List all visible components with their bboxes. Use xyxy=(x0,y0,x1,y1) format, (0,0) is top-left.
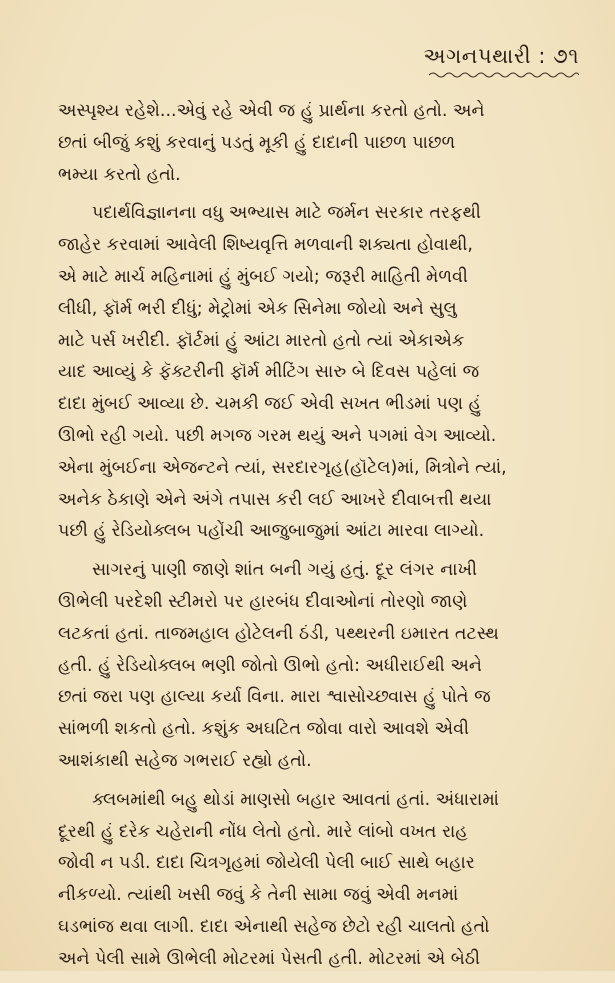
text-line: લીધી, ફૉર્મ ભરી દીધું; મેટ્રોમાં એક સિનેમા જોયો અને સુલુ xyxy=(58,298,457,319)
text-line: છતાં જરા પણ હાલ્યા કર્યા વિના. મારા શ્વાસોચ્છ્વાસ હું પોતે જ xyxy=(58,687,491,708)
text-line: દાદા મુંબઈ આવ્યા છે. ચમકી જઈ એવી સખત ભીડમાં પણ હું xyxy=(58,394,482,415)
text-line: ઊભો રહી ગયો. પછી મગજ ગરમ થયું અને પગમાં વેગ આવ્યો. xyxy=(58,425,497,446)
text-line: ઘડભાંજ થવા લાગી. દાદા એનાથી સહેજ છેટો રહી ચાલતો હતો xyxy=(58,916,490,937)
text-line: સાગરનું પાણી જાણે શાંત બની ગયું હતું. દૂર લંગર નાખી xyxy=(92,560,477,581)
text-line: એ માટે માર્ચ મહિનામાં હું મુંબઈ ગયો; જરૂરી માહિતી મેળવી xyxy=(58,266,468,287)
text-line: સાંભળી શકતો હતો. કશુંક અઘટિત જોવા વારો આવશે એવી xyxy=(58,719,470,740)
running-head: અગનપથારી : ૭૧ xyxy=(423,44,579,68)
text-line: જાહેર કરવામાં આવેલી શિષ્યવૃત્તિ મળવાની શક્યતા હોવાથી, xyxy=(58,235,473,256)
text-line: પદાર્થવિજ્ઞાનના વધુ અભ્યાસ માટે જર્મન સરકાર તરફથી xyxy=(92,203,481,224)
text-line: લટકતાં હતાં. તાજમહાલ હોટેલની ઠંડી, પથ્થરની ઇમારત તટસ્થ xyxy=(58,623,499,644)
text-line: ઊભેલી પરદેશી સ્ટીમરો પર હારબંધ દીવાઓનાં તોરણો જાણે xyxy=(58,591,468,612)
paragraph-2 xyxy=(58,198,578,548)
body-text xyxy=(58,96,578,983)
page-header xyxy=(319,44,579,79)
text-line: દૂરથી હું દરેક ચહેરાની નોંધ લેતો હતો. મારે લાંબો વખત રાહ xyxy=(58,821,468,842)
text-line: છતાં બીજું કશું કરવાનું પડતું મૂકી હું દાદાની પાછળ પાછળ xyxy=(58,132,456,153)
text-line: અસ્પૃશ્ય રહેશે...એવું રહે એવી જ હું પ્રાર્થના કરતો હતો. અને xyxy=(58,101,485,121)
text-line: આશંકાથી સહેજ ગભરાઈ રહ્યો હતો. xyxy=(58,750,312,771)
paragraph-3 xyxy=(58,555,578,778)
text-line: પછી હું રેડિયોક્લબ પહોંચી આજુબાજુમાં આંટા મારવા લાગ્યો. xyxy=(58,521,485,542)
text-line: ક્લબમાંથી બહુ થોડાં માણસો બહાર આવતાં હતાં. અંધારામાં xyxy=(92,789,499,810)
text-line: જોવી ન પડી. દાદા ચિત્રગૃહમાં જોયેલી પેલી બાઈ સાથે બહાર xyxy=(58,853,475,874)
paragraph-1 xyxy=(58,96,578,191)
paragraph-4 xyxy=(58,785,578,976)
text-line: એના મુંબઈના એજન્ટને ત્યાં, સરદારગૃહ(હૉટેલ)માં, મિત્રોને ત્યાં, xyxy=(58,457,507,478)
text-line: અનેક ઠેકાણે એને અંગે તપાસ કરી લઈ આખરે દીવાબત્તી થયા xyxy=(58,489,492,510)
text-line: ભમ્યા કરતો હતો. xyxy=(58,164,181,185)
text-line: નીકળ્યો. ત્યાંથી ખસી જવું કે તેની સામા જવું એવી મનમાં xyxy=(58,885,459,906)
wavy-underline xyxy=(319,71,579,79)
wavy-underline-icon xyxy=(429,71,579,79)
text-line: હતી. હું રેડિયોક્લબ ભણી જોતો ઊભો હતો: અધીરાઈથી અને xyxy=(58,655,482,676)
text-line: અને પેલી સામે ઊભેલી મોટરમાં પેસતી હતી. મોટરમાં એ બેઠી xyxy=(58,948,480,969)
text-line: માટે પર્સ ખરીદી. ફૉર્ટમાં હું આંટા મારતો હતો ત્યાં એકાએક xyxy=(58,330,465,351)
text-line: યાદ આવ્યું કે ફૅક્ટરીની ફૉર્મ મીટિંગ સારુ બે દિવસ પહેલાં જ xyxy=(58,362,480,383)
